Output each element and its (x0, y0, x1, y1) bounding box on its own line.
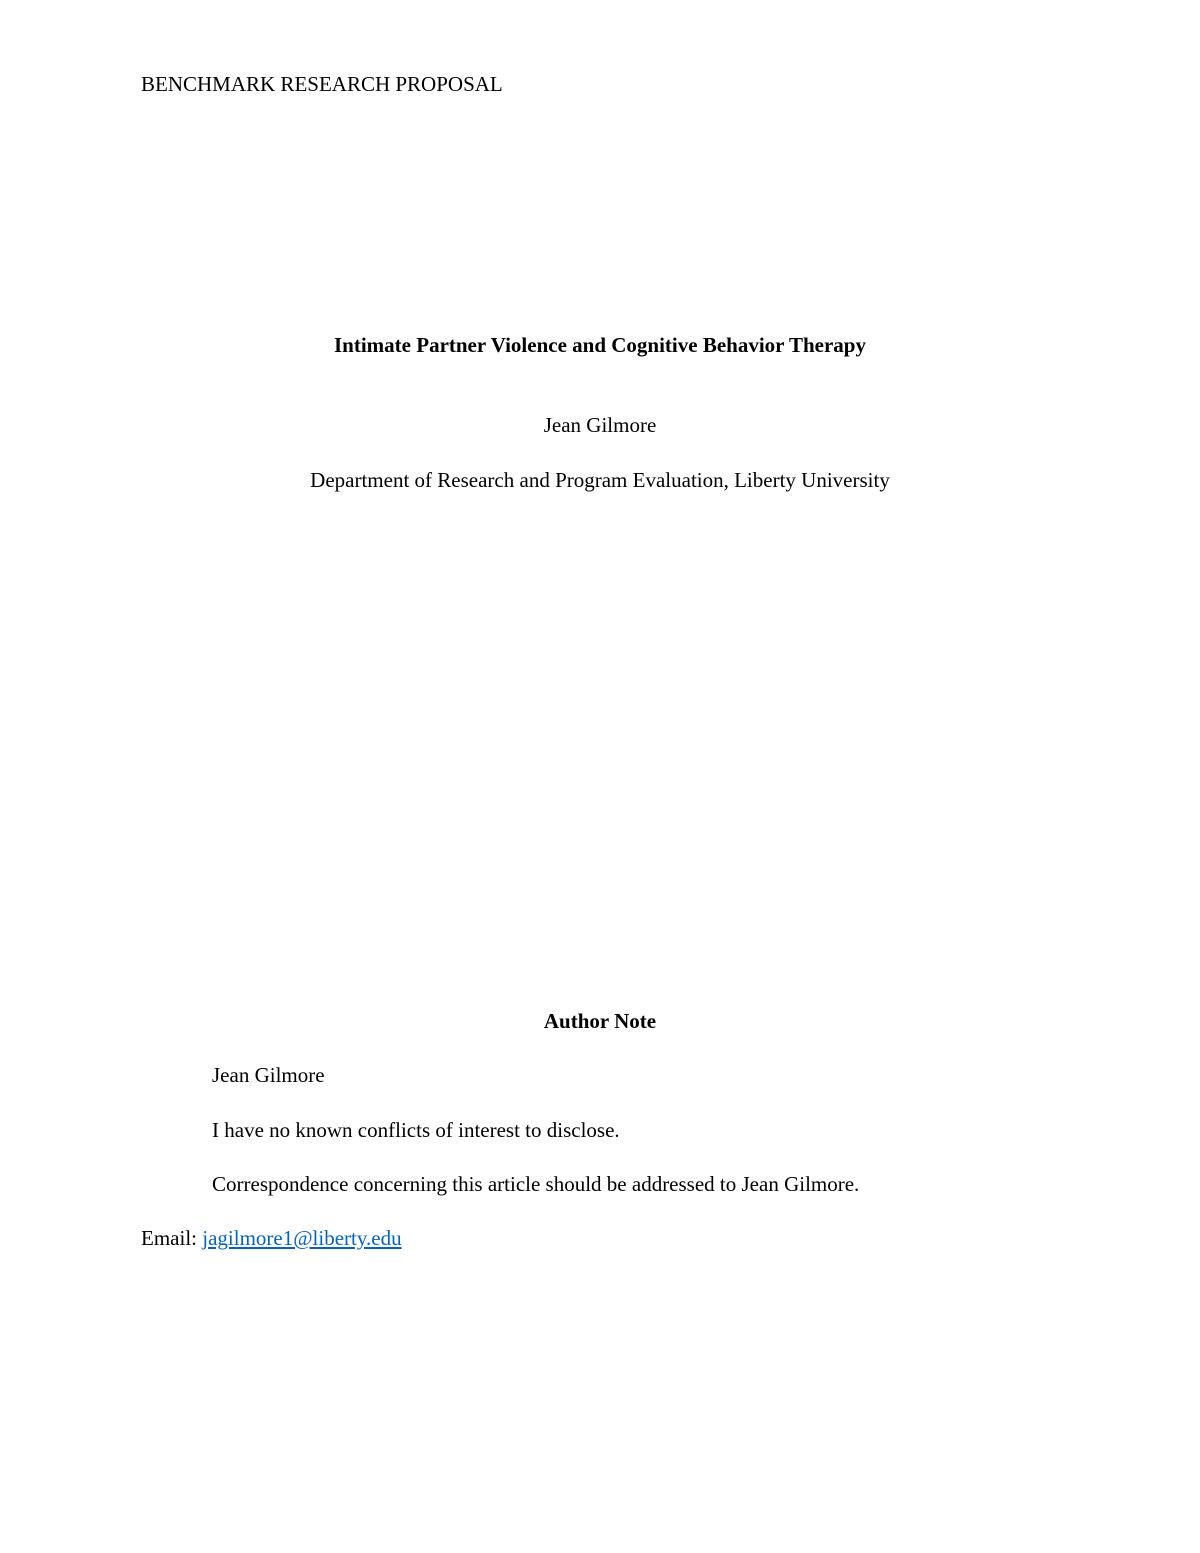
author-note-author: Jean Gilmore (212, 1063, 325, 1087)
email-label: Email: (141, 1226, 197, 1250)
author-affiliation: Department of Research and Program Evaluation, Liberty University (310, 468, 890, 492)
email-line (141, 1226, 402, 1251)
author-note-correspondence: Correspondence concerning this article should be addressed to Jean Gilmore. (212, 1172, 860, 1196)
author-note-conflicts: I have no known conflicts of interest to disclose. (212, 1118, 620, 1142)
paper-title: Intimate Partner Violence and Cognitive Behavior Therapy (334, 333, 866, 357)
running-head: BENCHMARK RESEARCH PROPOSAL (141, 72, 503, 96)
email-link[interactable]: jagilmore1@liberty.edu (202, 1226, 402, 1250)
author-note-heading: Author Note (543, 1009, 657, 1033)
author-name: Jean Gilmore (543, 413, 657, 437)
